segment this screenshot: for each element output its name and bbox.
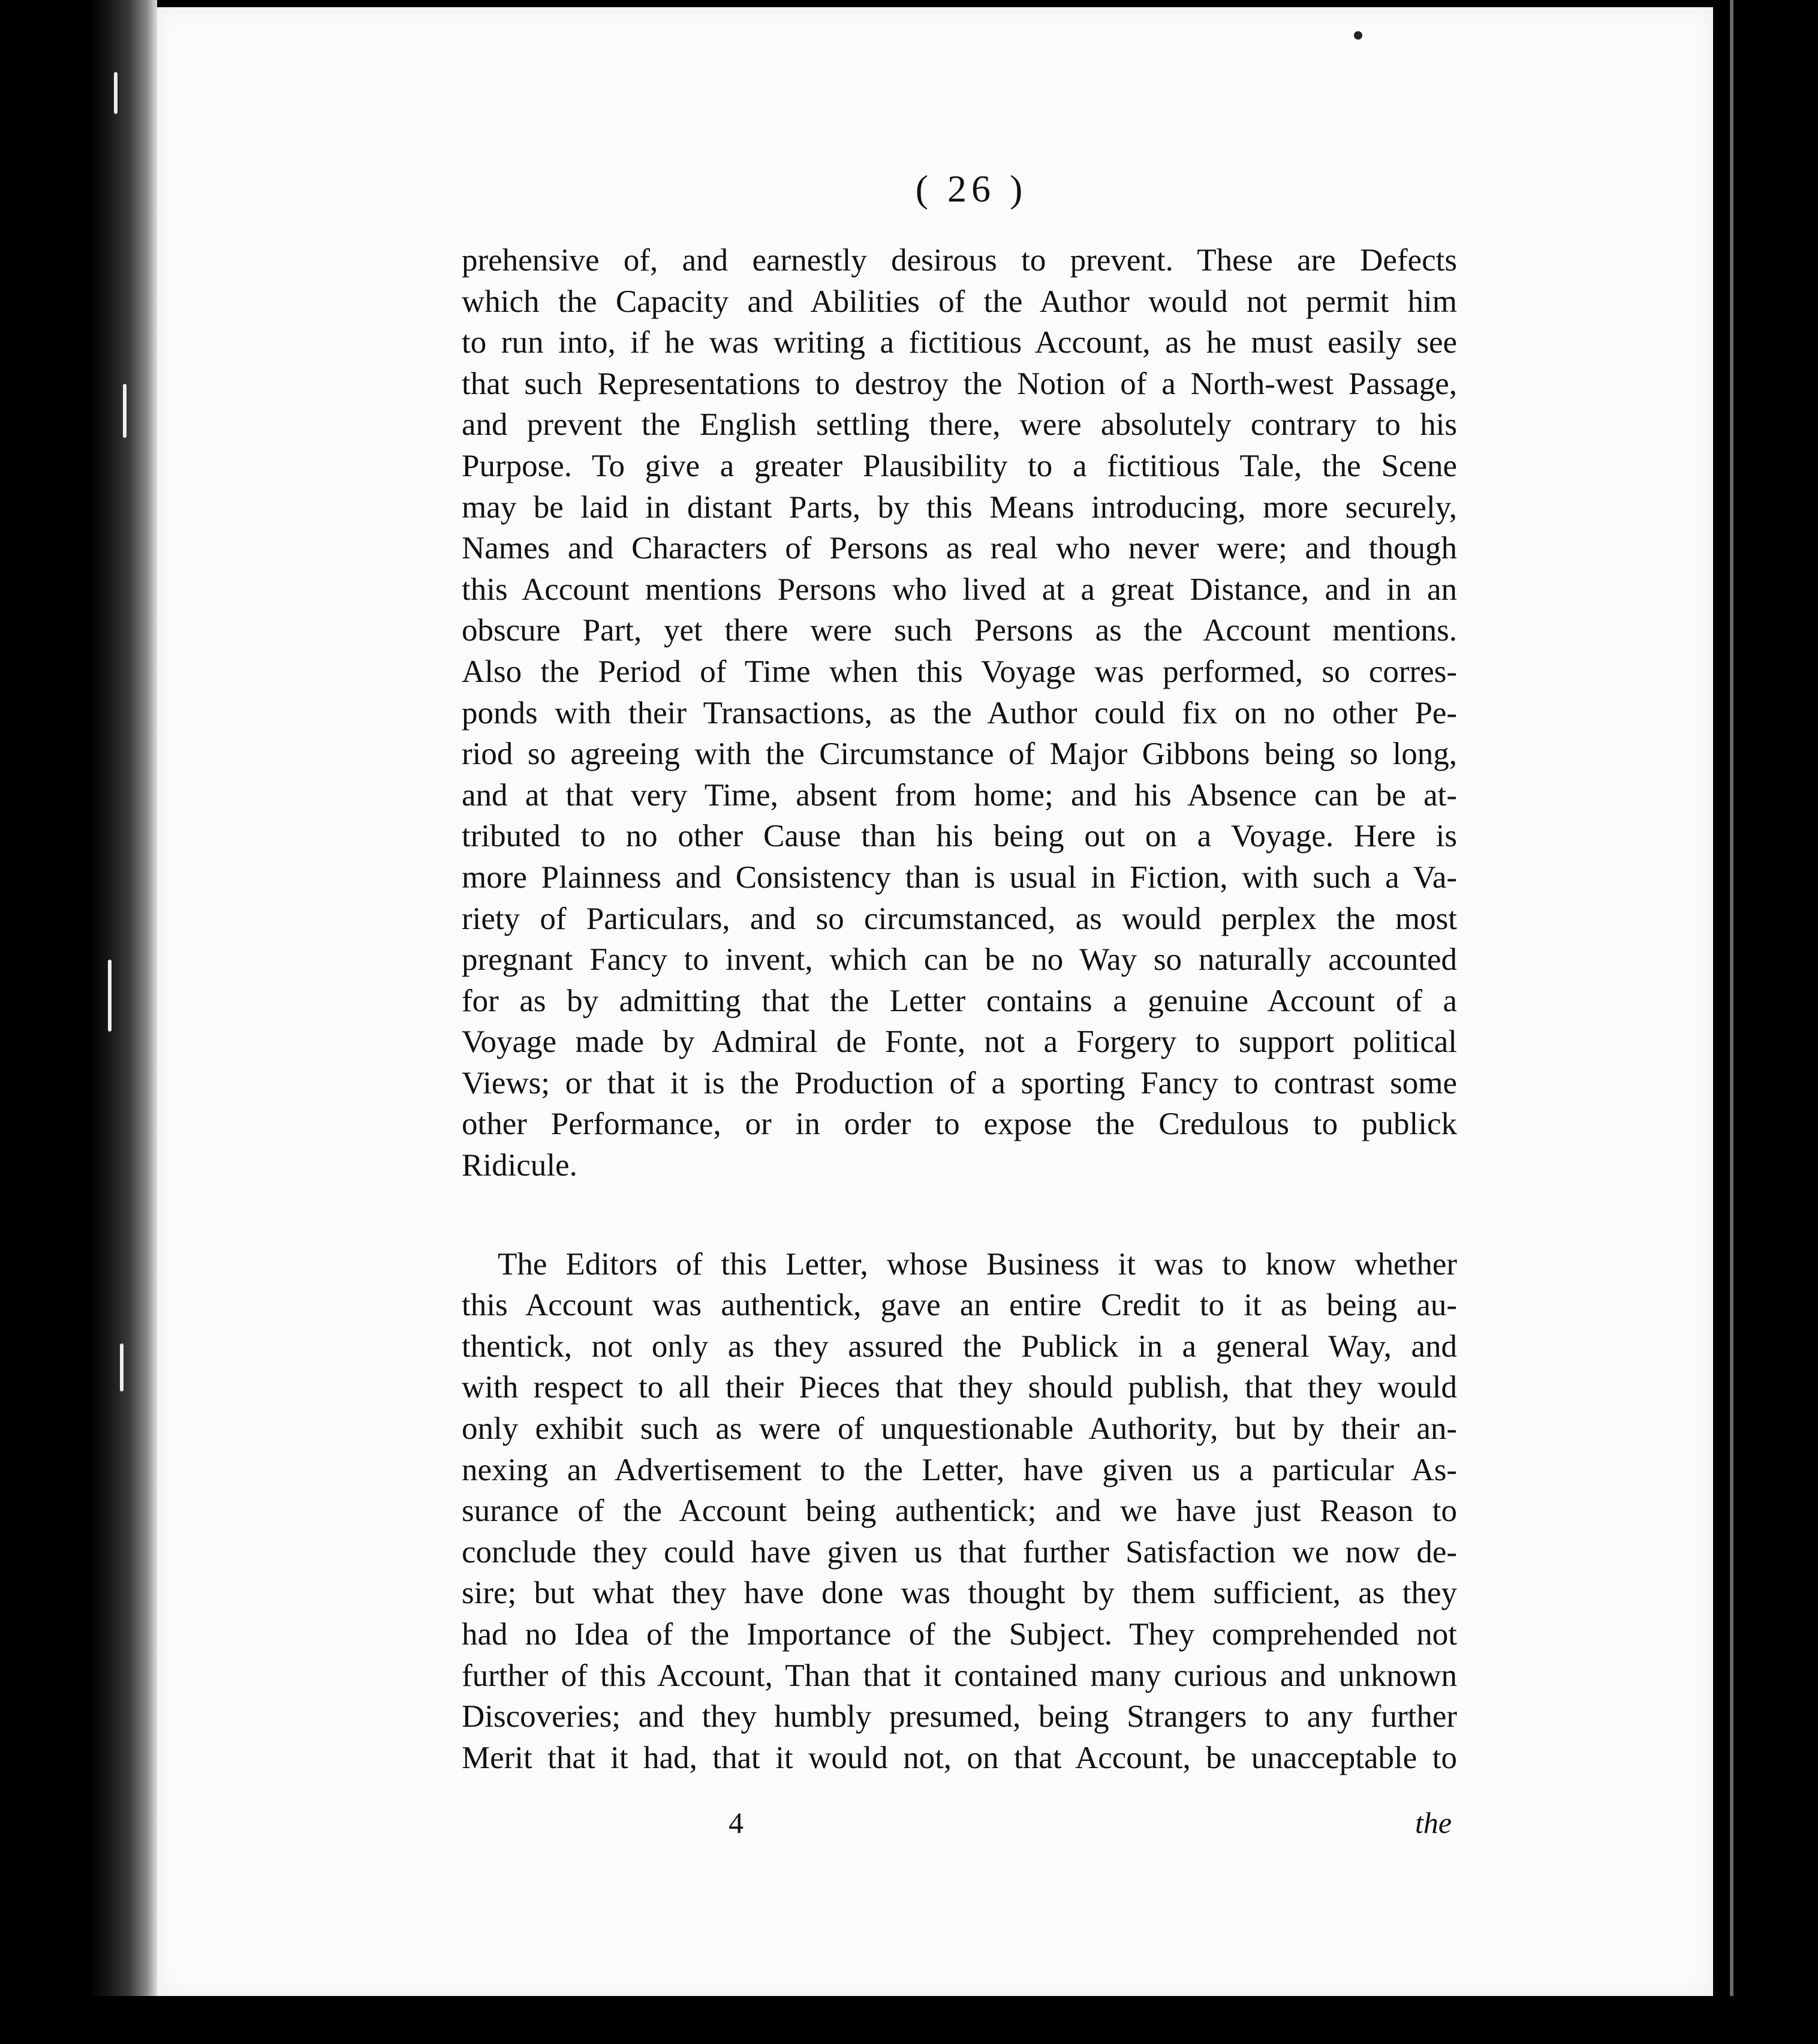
page-number: ( 26 ) xyxy=(915,167,1028,210)
ink-speck xyxy=(1354,31,1362,40)
text-line: that such Representations to destroy the Notion of a North-west Passage, xyxy=(462,366,1457,401)
text-line: for as by admitting that the Letter contains a genuine Account of a xyxy=(462,983,1457,1018)
text-line: this Account mentions Persons who lived at a great Distance, and in an xyxy=(462,572,1457,607)
catchword: the xyxy=(1415,1806,1452,1839)
text-line: may be laid in distant Parts, by this Means introducing, more securely, xyxy=(462,489,1457,525)
text-line: tributed to no other Cause than his being out on a Voyage. Here is xyxy=(462,819,1457,854)
text-line: riod so agreeing with the Circumstance of Major Gibbons being so long, xyxy=(462,737,1457,772)
text-line: Merit that it had, that it would not, on that Account, be unacceptable to xyxy=(462,1740,1457,1775)
margin-scratch xyxy=(108,960,112,1032)
signature-mark: 4 xyxy=(729,1806,744,1839)
text-line: Voyage made by Admiral de Fonte, not a Forgery to support political xyxy=(462,1024,1457,1060)
text-line: which the Capacity and Abilities of the Author would not permit him xyxy=(462,284,1457,319)
text-line: this Account was authentick, gave an entire Credit to it as being au- xyxy=(462,1288,1457,1323)
text-line: had no Idea of the Importance of the Subject. They comprehended not xyxy=(462,1617,1457,1652)
text-line: only exhibit such as were of unquestionable Authority, but by their an- xyxy=(462,1411,1457,1447)
bottom-page-edge xyxy=(0,1996,1818,2044)
left-page-edge xyxy=(0,0,157,2044)
margin-scratch xyxy=(120,1343,124,1391)
text-line: Views; or that it is the Production of a sporting Fancy to contrast some xyxy=(462,1065,1457,1101)
text-line: Purpose. To give a greater Plausibility to a fictitious Tale, the Scene xyxy=(462,448,1457,483)
right-page-edge xyxy=(1713,0,1818,2044)
text-line: Discoveries; and they humbly presumed, being Strangers to any further xyxy=(462,1699,1457,1735)
text-line: conclude they could have given us that further Satisfaction we now de- xyxy=(462,1534,1457,1570)
text-line: with respect to all their Pieces that they should publish, that they would xyxy=(462,1370,1457,1405)
text-line: nexing an Advertisement to the Letter, have given us a particular As- xyxy=(462,1452,1457,1487)
text-line: pregnant Fancy to invent, which can be no Way so naturally accounted xyxy=(462,942,1457,978)
text-line: and prevent the English settling there, were absolutely contrary to his xyxy=(462,407,1457,443)
text-line: surance of the Account being authentick; and we have just Reason to xyxy=(462,1493,1457,1529)
text-line: further of this Account, Than that it contained many curious and unknown xyxy=(462,1658,1457,1693)
text-line: Ridicule. xyxy=(462,1148,577,1183)
margin-scratch xyxy=(123,384,127,438)
text-line: to run into, if he was writing a fictitious Account, as he must easily see xyxy=(462,325,1457,360)
page-fold-line xyxy=(1730,0,1733,1996)
text-line: riety of Particulars, and so circumstanced, as would perplex the most xyxy=(462,901,1457,936)
text-line: more Plainness and Consistency than is usual in Fiction, with such a Va- xyxy=(462,859,1457,895)
text-line: Names and Characters of Persons as real who never were; and though xyxy=(462,531,1457,566)
paragraph-break xyxy=(462,1186,1457,1244)
text-line: and at that very Time, absent from home; and his Absence can be at- xyxy=(462,777,1457,813)
margin-scratch xyxy=(114,72,118,114)
body-text xyxy=(462,240,1457,1778)
text-line: thentick, not only as they assured the Publick in a general Way, and xyxy=(462,1328,1457,1364)
text-line: obscure Part, yet there were such Persons as the Account mentions. xyxy=(462,613,1457,648)
text-line: ponds with their Transactions, as the Author could fix on no other Pe- xyxy=(462,695,1457,731)
text-line: Also the Period of Time when this Voyage was performed, so corres- xyxy=(462,654,1457,689)
text-line: prehensive of, and earnestly desirous to prevent. These are Defects xyxy=(462,243,1457,278)
text-line: The Editors of this Letter, whose Business it was to know whether xyxy=(498,1246,1457,1282)
text-line: other Performance, or in order to expose the Credulous to publick xyxy=(462,1107,1457,1142)
text-line: sire; but what they have done was thought by them sufficient, as they xyxy=(462,1576,1457,1611)
